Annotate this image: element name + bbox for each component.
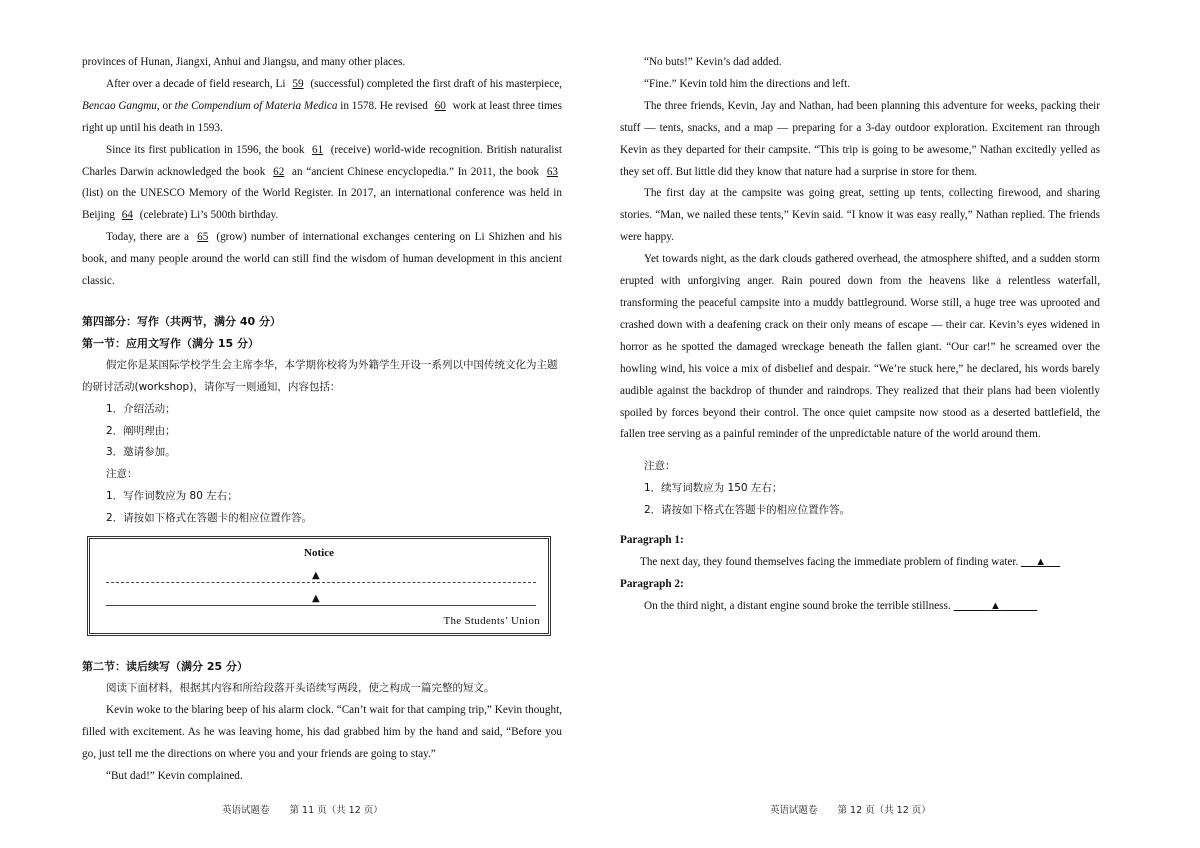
note-item: 2．请按如下格式在答题卡的相应位置作答。 bbox=[644, 504, 851, 517]
task-item: 3．邀请参加。 bbox=[106, 446, 176, 459]
passage-paragraph: After over a decade of field research, Li 59 (successful) completed the first draft of his masterpiece, Bencao Gangmu, or the Compendium of Materia Medica in 1578. He revised 60 work at least three times right up until his death in 1593. bbox=[82, 77, 562, 134]
triangle-icon: ▲ bbox=[312, 570, 320, 581]
passage-paragraph: Since its first publication in 1596, the book 61 (receive) world-wide recognition. British naturalist Charles Darwin acknowledged the book 62 an “ancient Chinese encyclopedia.” In 2011, the book 63 (list) on the UNESCO Memory of the World Register. In 2017, an international conference was held in Beijing 64 (celebrate) Li’s 500th birthday. bbox=[82, 143, 562, 222]
story-paragraph: The three friends, Kevin, Jay and Nathan, had been planning this adventure for weeks, packing their stuff — tents, snacks, and a map — preparing for a 3-day outdoor exploration. Excitement ran through Kevin as they departed for their campsite. “This trip is going to be awesome,” Nathan excitedly yelled as they set off. But little did they know that nature had a surprise in store for them. bbox=[620, 99, 1100, 178]
triangle-icon: ▲ bbox=[1035, 555, 1047, 568]
note-label: 注意： bbox=[644, 460, 676, 473]
blank-60[interactable]: 60 bbox=[434, 99, 446, 112]
story-paragraph: Yet towards night, as the dark clouds gathered overhead, the atmosphere shifted, and a sudden storm erupted with unforgiving anger. Rain poured down from the heavens like a relentless waterfall, transforming the peaceful campsite into a muddy battleground. Worse still, a huge tree was uprooted and crashed down with a deafening crack on their only means of escape — their car. Kevin’s eyes widened in horror as he spotted the damaged wreckage beneath the fallen giant. “Our car!” he screamed over the howling wind, his voice a mix of disbelief and despair. “We’re stuck here,” he declared, his words barely audible against the backdrop of thunder and raindrops. They realized that their plans had been violently spoiled by forces beyond their control. The once quiet campsite now stood as a deserted battlefield, the fallen tree serving as a painful reminder of the unpredictable nature of the world around them. bbox=[620, 253, 1100, 441]
paragraph-opener: The next day, they found themselves facing the immediate problem of finding water. ▲ bbox=[620, 552, 1100, 574]
blank-63[interactable]: 63 bbox=[546, 165, 558, 178]
task-instructions: 阅读下面材料，根据其内容和所给段落开头语续写两段，使之构成一篇完整的短文。 bbox=[106, 681, 495, 694]
task-instructions: 假定你是某国际学校学生会主席李华，本学期你校将为外籍学生开设一系列以中国传统文化为主题的研讨活动(workshop)，请你写一则通知，内容包括： bbox=[82, 358, 558, 393]
triangle-icon: ▲ bbox=[312, 593, 320, 604]
passage-paragraph: Today, there are a 65 (grow) number of international exchanges centering on Li Shizhen and his book, and many people around the world can still find the wisdom of human development in this ancient classic. bbox=[82, 231, 562, 288]
blank-62[interactable]: 62 bbox=[273, 165, 285, 178]
section-heading: 第二节：读后续写（满分 25 分） bbox=[82, 660, 248, 673]
left-page bbox=[82, 52, 562, 530]
paragraph-opener: On the third night, a distant engine sound broke the terrible stillness. ▲ bbox=[620, 596, 1100, 618]
blank-61[interactable]: 61 bbox=[311, 143, 324, 156]
notice-answer-box bbox=[89, 538, 549, 634]
passage-paragraph: provinces of Hunan, Jiangxi, Anhui and Jiangsu, and many other places. bbox=[82, 56, 406, 68]
part-heading: 第四部分：写作（共两节，满分 40 分） bbox=[82, 314, 281, 328]
story-paragraph: “But dad!” Kevin complained. bbox=[106, 769, 243, 782]
left-page-continued bbox=[82, 656, 562, 787]
section-heading: 第一节：应用文写作（满分 15 分） bbox=[82, 336, 259, 350]
answer-line[interactable] bbox=[106, 605, 536, 606]
note-item: 1．续写词数应为 150 左右； bbox=[644, 482, 783, 495]
note-item: 2．请按如下格式在答题卡的相应位置作答。 bbox=[106, 512, 313, 525]
answer-line[interactable] bbox=[106, 582, 536, 583]
blank-65[interactable]: 65 bbox=[197, 231, 209, 244]
story-paragraph: The first day at the campsite was going great, setting up tents, collecting firewood, and sharing stories. “Man, we nailed these tents,” Kevin said. “I know it was easy really,” Nathan replied. The friends were happy. bbox=[620, 187, 1100, 244]
blank-59[interactable]: 59 bbox=[292, 77, 304, 90]
note-label: 注意： bbox=[106, 468, 138, 481]
task-item: 1．介绍活动； bbox=[106, 402, 176, 415]
page-footer: 英语试题卷 第 12 页（共 12 页） bbox=[770, 805, 931, 816]
story-paragraph: “No buts!” Kevin’s dad added. bbox=[644, 56, 782, 68]
story-paragraph: “Fine.” Kevin told him the directions and left. bbox=[644, 77, 850, 90]
note-item: 1．写作词数应为 80 左右； bbox=[106, 490, 238, 503]
answer-blank[interactable] bbox=[953, 600, 1037, 612]
page-footer: 英语试题卷 第 11 页（共 12 页） bbox=[222, 805, 383, 816]
answer-blank[interactable] bbox=[1021, 556, 1060, 568]
blank-64[interactable]: 64 bbox=[121, 209, 133, 222]
paragraph-label: Paragraph 1: bbox=[620, 534, 684, 547]
triangle-icon: ▲ bbox=[989, 599, 1001, 612]
notice-title: Notice bbox=[304, 547, 334, 559]
right-page bbox=[620, 52, 1100, 618]
task-item: 2．阐明理由； bbox=[106, 424, 176, 437]
notice-signature: The Students’ Union bbox=[443, 615, 540, 627]
story-paragraph: Kevin woke to the blaring beep of his alarm clock. “Can’t wait for that camping trip,” Kevin thought, filled with excitement. As he was leaving home, his dad grabbed him by the hand and said, “Before you go, just tell me the directions on where you and your friends are going to stay.” bbox=[82, 703, 562, 760]
paragraph-label: Paragraph 2: bbox=[620, 577, 684, 590]
